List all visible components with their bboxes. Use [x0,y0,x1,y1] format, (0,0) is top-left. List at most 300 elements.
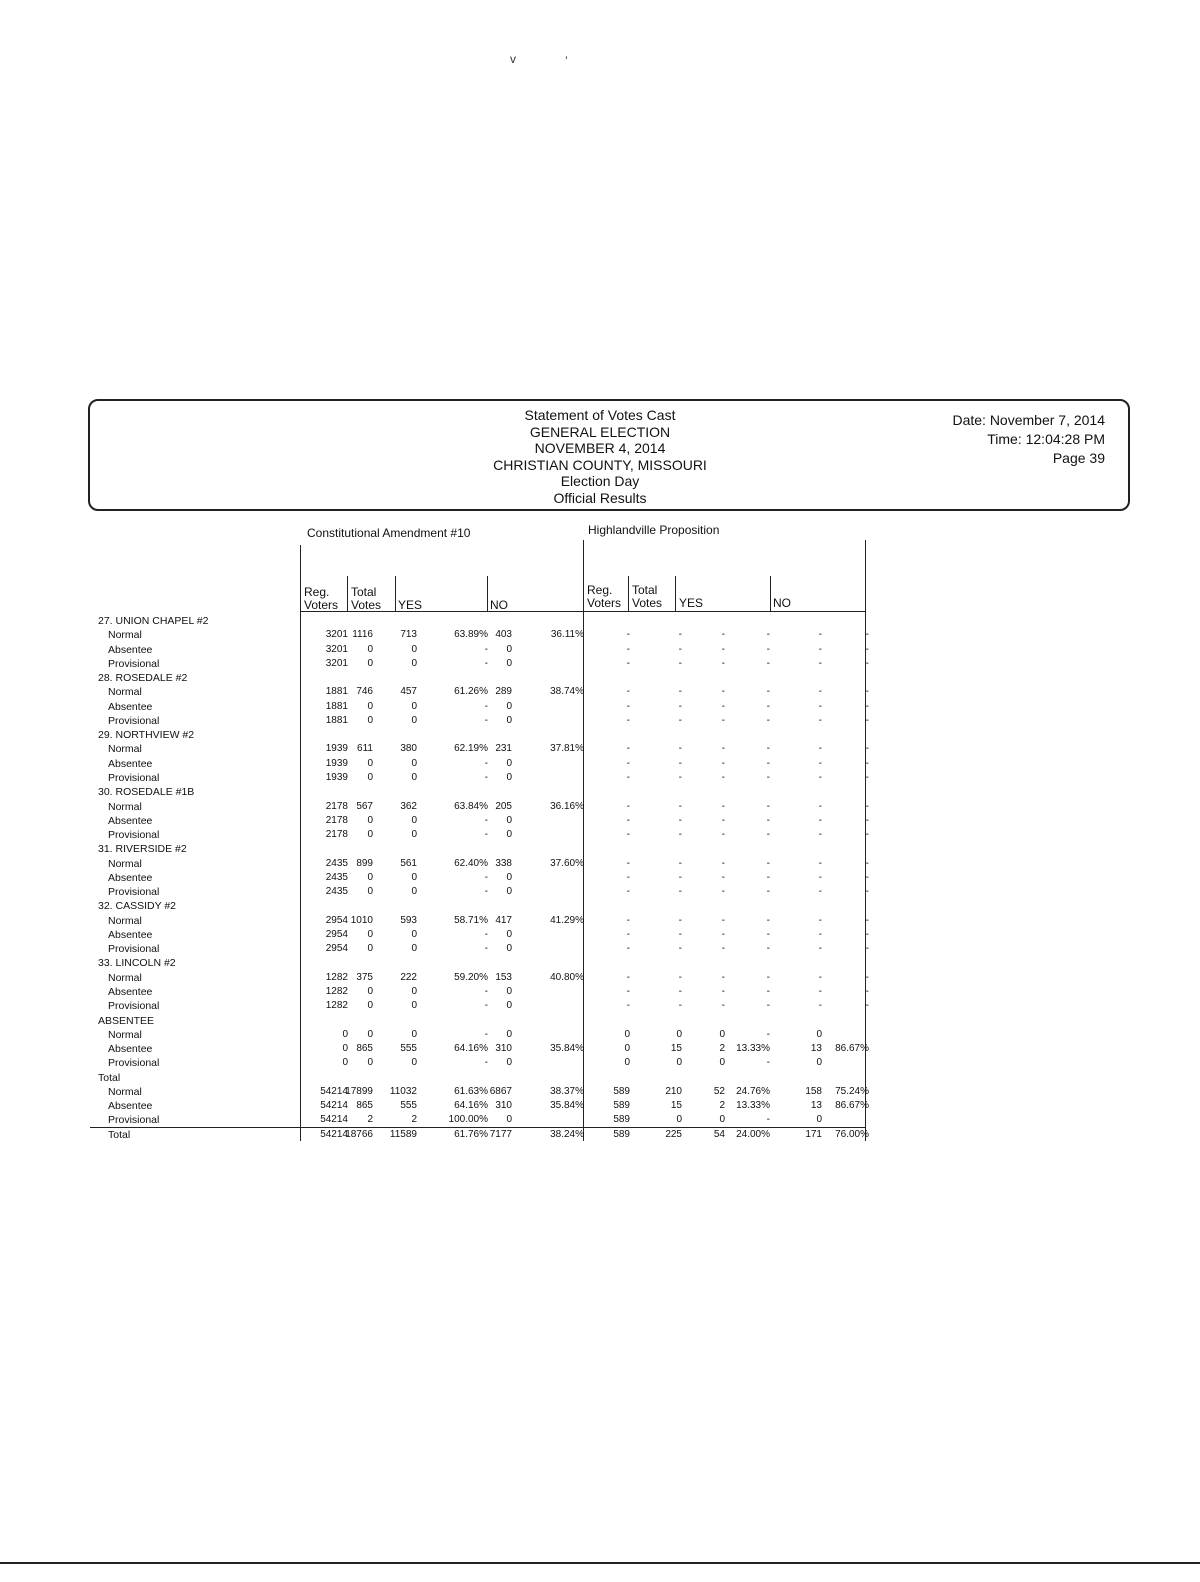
ballot-type-label: Normal [108,914,142,927]
proposition-no-pct-cell: 86.67% [835,1043,869,1055]
amendment-reg-voters-cell: 3201 [325,657,348,669]
proposition-no-pct-cell: - [865,871,869,883]
proposition-no-votes-cell: - [818,814,822,826]
proposition-yes-votes-cell: - [721,757,725,769]
proposition-reg-voters-cell: - [626,629,630,641]
proposition-no-pct-cell: 76.00% [835,1128,869,1140]
title-line: Official Results [553,489,647,506]
report-date: Date: November 7, 2014 [952,412,1105,428]
proposition-yes-pct-cell: - [766,971,770,983]
proposition-no-pct-cell: - [865,928,869,940]
proposition-reg-voters-cell: 589 [613,1100,630,1112]
amendment-yes-pct-cell: 64.16% [454,1100,488,1112]
ballot-type-label: Absentee [108,1100,153,1113]
proposition-reg-voters-cell: - [626,986,630,998]
proposition-yes-pct-cell: - [766,1114,770,1126]
amendment-yes-pct-cell: 61.63% [454,1085,488,1097]
proposition-no-pct-cell: - [865,857,869,869]
proposition-reg-voters-cell: - [626,1000,630,1012]
amendment-no-votes-cell: 403 [495,629,512,641]
proposition-yes-pct-cell: - [766,714,770,726]
amendment-no-pct-cell: 37.81% [550,743,584,755]
proposition-total-votes-cell: - [678,986,682,998]
proposition-no-votes-cell: - [818,971,822,983]
proposition-reg-voters-cell: 589 [613,1114,630,1126]
amendment-reg-voters-cell: 1282 [325,971,348,983]
amendment-reg-voters-cell: 2435 [325,886,348,898]
amendment-yes-votes-cell: 380 [400,743,417,755]
proposition-yes-pct-cell: - [766,1000,770,1012]
amendment-yes-votes-cell: 0 [411,714,417,726]
table-row [0,858,1200,872]
proposition-reg-voters-cell: - [626,714,630,726]
amendment-no-pct-cell: 37.60% [550,857,584,869]
table-row [0,686,1200,700]
amendment-yes-pct-cell: 100.00% [448,1114,488,1126]
proposition-no-pct-cell: - [865,771,869,783]
col-header-yes: YES [679,596,704,610]
proposition-total-votes-cell: - [678,714,682,726]
amendment-no-pct-cell: 35.84% [550,1100,584,1112]
proposition-reg-voters-cell: - [626,829,630,841]
amendment-no-votes-cell: 7177 [489,1128,512,1140]
col-header-text: Votes [351,598,382,612]
ballot-type-label: Normal [108,1028,142,1041]
amendment-yes-pct-cell: 59.20% [454,971,488,983]
amendment-reg-voters-cell: 2435 [325,871,348,883]
proposition-yes-pct-cell: 24.76% [736,1085,770,1097]
amendment-total-votes-cell: 0 [367,943,373,955]
amendment-no-pct-cell: 41.29% [550,914,584,926]
amendment-reg-voters-cell: 1881 [325,714,348,726]
proposition-yes-pct-cell: 13.33% [736,1043,770,1055]
amendment-yes-votes-cell: 0 [411,928,417,940]
proposition-no-pct-cell: - [865,986,869,998]
proposition-reg-voters-cell: 0 [624,1057,630,1069]
amendment-yes-votes-cell: 713 [400,629,417,641]
amendment-yes-votes-cell: 555 [400,1043,417,1055]
amendment-total-votes-cell: 899 [356,857,373,869]
proposition-no-votes-cell: - [818,857,822,869]
ballot-type-label: Absentee [108,1043,153,1056]
ballot-type-label: Provisional [108,771,160,784]
col-header-text: Voters [304,598,339,612]
ballot-type-label: Absentee [108,871,153,884]
table-row [0,629,1200,643]
amendment-yes-votes-cell: 11032 [389,1085,417,1097]
proposition-no-pct-cell: - [865,886,869,898]
proposition-no-pct-cell: - [865,914,869,926]
precinct-label: 32. CASSIDY #2 [98,900,177,913]
col-divider [628,576,629,612]
proposition-yes-votes-cell: - [721,857,725,869]
proposition-yes-votes-cell: - [721,657,725,669]
proposition-yes-pct-cell: - [766,686,770,698]
amendment-total-votes-cell: 0 [367,1028,373,1040]
amendment-total-votes-cell: 1010 [350,914,373,926]
col-divider [395,576,396,612]
table-row [0,1043,1200,1057]
amendment-total-votes-cell: 0 [367,643,373,655]
table-row [0,801,1200,815]
proposition-reg-voters-cell: - [626,743,630,755]
amendment-yes-pct-cell: - [484,643,488,655]
proposition-reg-voters-cell: - [626,971,630,983]
amendment-yes-pct-cell: - [484,814,488,826]
col-header-reg-voters [304,586,338,612]
col-header-text: Reg. [587,583,613,597]
amendment-total-votes-cell: 611 [357,743,373,755]
precinct-header-row [0,1072,1200,1086]
amendment-total-votes-cell: 0 [367,1000,373,1012]
amendment-reg-voters-cell: 1939 [325,743,348,755]
amendment-yes-pct-cell: - [484,943,488,955]
proposition-no-pct-cell: - [865,700,869,712]
col-header-text: Total [351,585,377,599]
amendment-reg-voters-cell: 2178 [325,814,348,826]
ballot-type-label: Provisional [108,1057,160,1070]
col-header-text: Votes [632,596,663,610]
amendment-no-votes-cell: 310 [495,1043,512,1055]
proposition-yes-pct-cell: - [766,771,770,783]
col-header-no: NO [773,596,791,610]
proposition-yes-pct-cell: 13.33% [736,1100,770,1112]
table-row [0,758,1200,772]
proposition-no-votes-cell: 158 [805,1085,822,1097]
proposition-yes-votes-cell: 52 [713,1085,725,1097]
proposition-yes-votes-cell: 0 [719,1057,725,1069]
col-divider [347,576,348,612]
amendment-yes-pct-cell: - [484,757,488,769]
proposition-reg-voters-cell: - [626,857,630,869]
proposition-yes-pct-cell: - [766,643,770,655]
table-row [0,829,1200,843]
proposition-yes-votes-cell: - [721,829,725,841]
amendment-yes-votes-cell: 561 [400,857,417,869]
proposition-total-votes-cell: - [678,829,682,841]
amendment-reg-voters-cell: 0 [342,1028,348,1040]
proposition-no-votes-cell: - [818,871,822,883]
amendment-no-votes-cell: 0 [506,1028,512,1040]
table-row [0,872,1200,886]
amendment-reg-voters-cell: 2178 [325,829,348,841]
ballot-type-label: Total [108,1128,131,1141]
proposition-no-votes-cell: 171 [805,1128,822,1140]
precinct-header-row [0,672,1200,686]
amendment-no-votes-cell: 0 [506,657,512,669]
table-row [0,1029,1200,1043]
amendment-yes-pct-cell: - [484,771,488,783]
proposition-total-votes-cell: - [678,643,682,655]
amendment-yes-votes-cell: 0 [411,986,417,998]
amendment-no-votes-cell: 0 [506,829,512,841]
amendment-no-votes-cell: 338 [495,857,512,869]
amendment-yes-votes-cell: 222 [400,971,417,983]
table-row [0,743,1200,757]
proposition-no-votes-cell: - [818,986,822,998]
amendment-yes-pct-cell: - [484,928,488,940]
col-header-total-votes [632,584,662,610]
proposition-reg-voters-cell: - [626,700,630,712]
proposition-reg-voters-cell: - [626,757,630,769]
proposition-reg-voters-cell: 0 [624,1043,630,1055]
amendment-reg-voters-cell: 54214 [320,1100,348,1112]
amendment-yes-pct-cell: - [484,1000,488,1012]
amendment-reg-voters-cell: 2178 [325,800,348,812]
amendment-no-votes-cell: 0 [506,943,512,955]
proposition-yes-votes-cell: - [721,643,725,655]
amendment-no-pct-cell: 38.24% [550,1128,584,1140]
title-line: GENERAL ELECTION [529,423,671,440]
amendment-yes-pct-cell: 62.19% [454,743,488,755]
proposition-reg-voters-cell: - [626,943,630,955]
proposition-yes-votes-cell: - [721,700,725,712]
amendment-no-votes-cell: 0 [506,1057,512,1069]
proposition-no-votes-cell: - [818,1000,822,1012]
proposition-total-votes-cell: - [678,629,682,641]
proposition-no-pct-cell: - [865,814,869,826]
amendment-no-pct-cell: 38.37% [550,1085,584,1097]
proposition-total-votes-cell: 15 [670,1100,682,1112]
amendment-no-votes-cell: 0 [506,771,512,783]
amendment-yes-pct-cell: 63.84% [454,800,488,812]
proposition-reg-voters-cell: - [626,771,630,783]
proposition-no-votes-cell: 0 [816,1114,822,1126]
proposition-yes-pct-cell: - [766,914,770,926]
amendment-yes-pct-cell: - [484,657,488,669]
amendment-total-votes-cell: 0 [367,700,373,712]
amendment-yes-votes-cell: 593 [400,914,417,926]
amendment-total-votes-cell: 746 [356,686,373,698]
proposition-total-votes-cell: 0 [676,1028,682,1040]
proposition-no-pct-cell: - [865,800,869,812]
amendment-yes-votes-cell: 0 [411,814,417,826]
ballot-type-label: Absentee [108,757,153,770]
ballot-type-label: Absentee [108,814,153,827]
amendment-yes-pct-cell: - [484,829,488,841]
proposition-yes-votes-cell: 0 [719,1114,725,1126]
report-title [440,407,760,506]
proposition-no-votes-cell: 13 [810,1100,822,1112]
amendment-no-votes-cell: 6867 [489,1085,512,1097]
amendment-total-votes-cell: 0 [367,657,373,669]
table-row [0,972,1200,986]
proposition-no-votes-cell: - [818,714,822,726]
proposition-yes-pct-cell: - [766,857,770,869]
table-row [0,1057,1200,1071]
amendment-reg-voters-cell: 1939 [325,771,348,783]
proposition-total-votes-cell: - [678,700,682,712]
proposition-no-votes-cell: 0 [816,1057,822,1069]
proposition-no-pct-cell: 75.24% [835,1085,869,1097]
proposition-total-votes-cell: - [678,757,682,769]
amendment-reg-voters-cell: 2954 [325,943,348,955]
ballot-type-label: Normal [108,857,142,870]
proposition-total-votes-cell: - [678,743,682,755]
proposition-total-votes-cell: - [678,686,682,698]
amendment-total-votes-cell: 865 [356,1043,373,1055]
amendment-reg-voters-cell: 2954 [325,914,348,926]
proposition-yes-pct-cell: - [766,800,770,812]
precinct-header-row [0,843,1200,857]
proposition-yes-votes-cell: 54 [713,1128,725,1140]
col-header-text: Total [632,583,658,597]
proposition-reg-voters-cell: - [626,886,630,898]
proposition-yes-votes-cell: - [721,743,725,755]
amendment-yes-votes-cell: 457 [400,686,417,698]
header-underline [300,611,865,612]
ballot-type-label: Provisional [108,886,160,899]
proposition-yes-votes-cell: 2 [719,1043,725,1055]
amendment-yes-pct-cell: - [484,986,488,998]
precinct-label: ABSENTEE [98,1014,155,1027]
amendment-reg-voters-cell: 0 [342,1057,348,1069]
proposition-reg-voters-cell: - [626,800,630,812]
amendment-total-votes-cell: 2 [367,1114,373,1126]
table-row [0,772,1200,786]
proposition-reg-voters-cell: - [626,643,630,655]
amendment-yes-pct-cell: - [484,1028,488,1040]
ballot-type-label: Normal [108,686,142,699]
amendment-total-votes-cell: 18766 [345,1128,373,1140]
amendment-yes-pct-cell: - [484,1057,488,1069]
amendment-no-pct-cell: 35.84% [550,1043,584,1055]
proposition-reg-voters-cell: 0 [624,1028,630,1040]
col-header-text: Voters [587,596,622,610]
proposition-reg-voters-cell: 589 [613,1128,630,1140]
table-row [0,929,1200,943]
table-row [0,943,1200,957]
amendment-total-votes-cell: 375 [356,971,373,983]
amendment-no-votes-cell: 0 [506,1000,512,1012]
col-header-no: NO [490,598,508,612]
table-row [0,1086,1200,1100]
proposition-total-votes-cell: - [678,800,682,812]
proposition-no-votes-cell: - [818,886,822,898]
proposition-no-votes-cell: - [818,757,822,769]
amendment-yes-pct-cell: 63.89% [454,629,488,641]
proposition-no-pct-cell: - [865,943,869,955]
proposition-yes-votes-cell: - [721,629,725,641]
ballot-type-label: Absentee [108,928,153,941]
amendment-no-pct-cell: 36.16% [550,800,584,812]
proposition-total-votes-cell: - [678,943,682,955]
amendment-total-votes-cell: 0 [367,871,373,883]
proposition-yes-pct-cell: - [766,1028,770,1040]
amendment-reg-voters-cell: 3201 [325,643,348,655]
proposition-total-votes-cell: 210 [665,1085,682,1097]
table-row [0,701,1200,715]
proposition-yes-votes-cell: - [721,686,725,698]
amendment-yes-pct-cell: 58.71% [454,914,488,926]
proposition-yes-pct-cell: - [766,657,770,669]
amendment-no-pct-cell: 36.11% [550,629,584,641]
proposition-no-pct-cell: - [865,757,869,769]
amendment-yes-votes-cell: 0 [411,771,417,783]
amendment-yes-votes-cell: 0 [411,871,417,883]
amendment-reg-voters-cell: 1282 [325,986,348,998]
precinct-header-row [0,786,1200,800]
amendment-no-votes-cell: 417 [495,914,512,926]
ballot-type-label: Normal [108,971,142,984]
col-header-text: Reg. [304,585,330,599]
ballot-type-label: Provisional [108,943,160,956]
amendment-yes-votes-cell: 0 [411,1000,417,1012]
title-line: CHRISTIAN COUNTY, MISSOURI [493,456,707,473]
table-row [0,1100,1200,1114]
proposition-yes-votes-cell: - [721,971,725,983]
proposition-no-votes-cell: - [818,914,822,926]
amendment-no-votes-cell: 0 [506,714,512,726]
amendment-reg-voters-cell: 2435 [325,857,348,869]
proposition-no-pct-cell: - [865,971,869,983]
amendment-reg-voters-cell: 54214 [320,1114,348,1126]
section-title-proposition: Highlandville Proposition [588,523,720,537]
proposition-no-pct-cell: - [865,657,869,669]
report-page: Page 39 [1052,450,1105,466]
amendment-total-votes-cell: 0 [367,886,373,898]
ballot-type-label: Provisional [108,1114,160,1127]
amendment-yes-votes-cell: 2 [411,1114,417,1126]
proposition-no-votes-cell: - [818,800,822,812]
amendment-yes-votes-cell: 0 [411,886,417,898]
section-title-amendment: Constitutional Amendment #10 [307,526,471,540]
amendment-total-votes-cell: 17899 [345,1085,373,1097]
proposition-yes-pct-cell: - [766,829,770,841]
ballot-type-label: Provisional [108,829,160,842]
ballot-type-label: Absentee [108,700,153,713]
title-line: Election Day [560,473,640,489]
proposition-no-votes-cell: - [818,743,822,755]
grand-total-row [0,1129,1200,1143]
title-line: Statement of Votes Cast [524,407,676,423]
table-row [0,815,1200,829]
proposition-yes-pct-cell: - [766,871,770,883]
table-row [0,986,1200,1000]
proposition-total-votes-cell: - [678,1000,682,1012]
proposition-yes-votes-cell: - [721,800,725,812]
ballot-type-label: Normal [108,629,142,642]
proposition-no-votes-cell: 0 [816,1028,822,1040]
amendment-reg-voters-cell: 3201 [325,629,348,641]
proposition-yes-pct-cell: - [766,1057,770,1069]
col-header-reg-voters [587,584,621,610]
amendment-yes-votes-cell: 0 [411,657,417,669]
proposition-no-votes-cell: - [818,829,822,841]
proposition-no-votes-cell: - [818,700,822,712]
amendment-yes-votes-cell: 362 [400,800,417,812]
proposition-yes-votes-cell: - [721,928,725,940]
proposition-no-votes-cell: - [818,771,822,783]
col-header-yes: YES [398,598,423,612]
precinct-header-row [0,900,1200,914]
proposition-total-votes-cell: - [678,914,682,926]
proposition-yes-votes-cell: - [721,771,725,783]
proposition-yes-pct-cell: - [766,757,770,769]
proposition-total-votes-cell: - [678,928,682,940]
proposition-total-votes-cell: - [678,771,682,783]
amendment-no-votes-cell: 289 [495,686,512,698]
proposition-total-votes-cell: 0 [676,1114,682,1126]
amendment-no-votes-cell: 231 [495,743,512,755]
ballot-type-label: Absentee [108,986,153,999]
amendment-yes-votes-cell: 0 [411,1057,417,1069]
ballot-type-label: Normal [108,800,142,813]
amendment-no-votes-cell: 0 [506,700,512,712]
amendment-total-votes-cell: 0 [367,714,373,726]
proposition-reg-voters-cell: - [626,686,630,698]
amendment-yes-pct-cell: 64.16% [454,1043,488,1055]
